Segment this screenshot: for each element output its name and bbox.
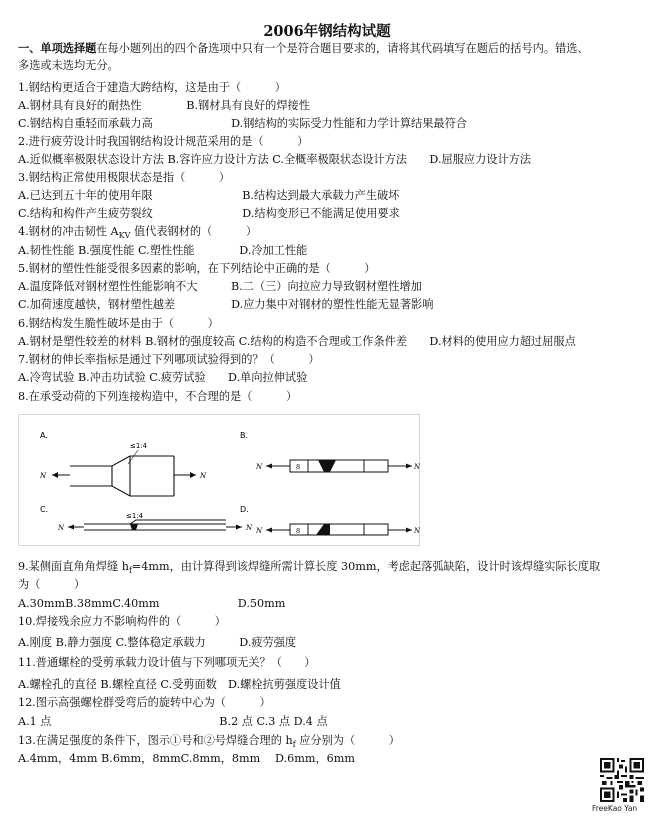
section-heading: 一、单项选择题 xyxy=(18,41,97,55)
q13-options: A.4mm，4mm B.6mm，8mmC.8mm，8mm D.6mm，6mm xyxy=(18,752,355,765)
fig-c-n-left: N xyxy=(58,524,65,532)
section-instructions: 一、单项选择题在每小题列出的四个备选项中只有一个是符合题目要求的，请将其代码填写在题后的括号内。错选、 xyxy=(18,41,589,55)
q11-stem: 11.普通螺栓的受剪承载力设计值与下列哪项无关？（ ） xyxy=(18,656,316,669)
q7-options: A.冷弯试验 B.冲击功试验 C.疲劳试验 D.单向拉伸试验 xyxy=(18,371,308,384)
section-instructions-cont: 多选或未选均无分。 xyxy=(18,59,119,72)
fig-slope-a: ≤1:4 xyxy=(130,442,148,450)
qr-code xyxy=(600,758,644,802)
watermark-text: FreeKao Yan xyxy=(592,804,638,813)
q11-options: A.螺栓孔的直径 B.螺栓直径 C.受剪面数 D.螺栓抗剪强度设计值 xyxy=(18,678,341,691)
q10-options: A.刚度 B.静力强度 C.整体稳定承载力 D.疲劳强度 xyxy=(18,636,297,649)
fig-b-n-left: N xyxy=(256,463,263,471)
q12-stem: 12.图示高强螺栓群受弯后的旋转中心为（ ） xyxy=(18,696,271,709)
connection-details-figure xyxy=(18,414,420,546)
fig-b-n-right: N xyxy=(414,463,420,471)
q5-options-cd: C.加荷速度越快，钢材塑性越差 D.应力集中对钢材的塑性性能无显著影响 xyxy=(18,298,434,311)
q4-stem: 4.钢材的冲击韧性 $A_{KV}$ 值代表钢材的（ ） xyxy=(18,225,258,241)
q7-stem: 7.钢材的伸长率指标是通过下列哪项试验得到的？（ ） xyxy=(18,353,320,366)
fig-d-n-left: N xyxy=(256,527,263,535)
q1-options-ab: A.钢材具有良好的耐热性 B.钢材具有良好的焊接性 xyxy=(18,99,310,112)
q5-options-ab: A.温度降低对钢材塑性性能影响不大 B.二（三）向拉应力导致钢材塑性增加 xyxy=(18,280,422,293)
q6-stem: 6.钢结构发生脆性破坏是由于（ ） xyxy=(18,317,219,330)
fig-label-d: D. xyxy=(240,505,249,514)
fig-slope-c: ≤1:4 xyxy=(126,512,144,520)
fig-d-n-right: N xyxy=(414,527,420,535)
q2-options: A.近似概率极限状态设计方法 B.容许应力设计方法 C.全概率极限状态设计方法 D.屈服应力设计方法 xyxy=(18,153,532,166)
q10-stem: 10.焊接残余应力不影响构件的（ ） xyxy=(18,615,226,628)
q9-stem-cont: 为（ ） xyxy=(18,578,86,591)
fig-b-size: 8 xyxy=(296,463,301,471)
fig-a-n-right: N xyxy=(200,472,207,480)
q9-options: A.30mmB.38mmC.40mm D.50mm xyxy=(18,597,286,610)
fig-b-plate xyxy=(290,460,388,472)
q12-options: A.1 点 B.2 点 C.3 点 D.4 点 xyxy=(18,715,328,728)
q3-stem: 3.钢结构正常使用极限状态是指（ ） xyxy=(18,171,231,184)
q8-stem: 8.在承受动荷的下列连接构造中，不合理的是（ ） xyxy=(18,390,298,403)
q2-stem: 2.进行疲劳设计时我国钢结构设计规范采用的是（ ） xyxy=(18,135,309,148)
q3-options-cd: C.结构和构件产生疲劳裂纹 D.结构变形已不能满足使用要求 xyxy=(18,207,400,220)
fig-c-n-right: N xyxy=(246,524,253,532)
q9-stem: 9.某侧面直角角焊缝 $h_f=4mm$，由计算得到该焊缝所需计算长度 30mm，考虑起落弧缺陷，设计时该焊缝实际长度取 xyxy=(18,560,601,576)
q4-options: A.韧性性能 B.强度性能 C.塑性性能 D.冷加工性能 xyxy=(18,244,308,257)
fig-label-b: B. xyxy=(240,431,249,440)
fig-label-c: C. xyxy=(40,505,49,514)
q5-stem: 5.钢材的塑性性能受很多因素的影响，在下列结论中正确的是（ ） xyxy=(18,262,376,275)
exam-title: 2006年钢结构试题 xyxy=(263,23,391,40)
q13-stem: 13.在满足强度的条件下，图示①号和②号焊缝合理的 $h_f$ 应分别为（ ） xyxy=(18,734,400,750)
q3-options-ab: A.已达到五十年的使用年限 B.结构达到最大承载力产生破坏 xyxy=(18,189,400,202)
fig-a-n-left: N xyxy=(40,472,47,480)
q6-options: A.钢材是塑性较差的材料 B.钢材的强度较高 C.结构的构造不合理或工作条件差 D.材料的使用应力超过屈服点 xyxy=(18,335,576,348)
fig-label-a: A. xyxy=(40,431,48,440)
q1-options-cd: C.钢结构自重轻而承载力高 D.钢结构的实际受力性能和力学计算结果最符合 xyxy=(18,117,467,130)
q1-stem: 1.钢结构更适合于建造大跨结构，这是由于（ ） xyxy=(18,81,286,94)
fig-d-plate xyxy=(290,524,388,535)
fig-d-size: 8 xyxy=(296,527,301,535)
